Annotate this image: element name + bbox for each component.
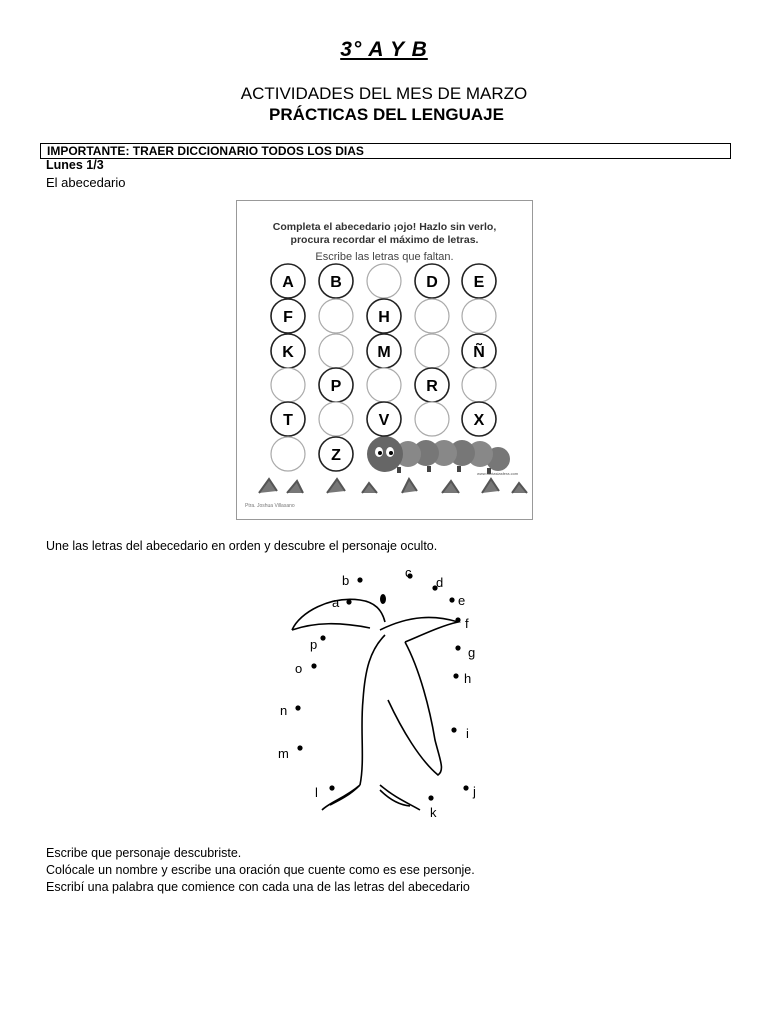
connect-the-dots-figure	[270, 560, 500, 820]
worksheet-title-line2: procura recordar el máximo de letras.	[290, 234, 479, 246]
month-activities-title: ACTIVIDADES DEL MES DE MARZO	[240, 84, 528, 103]
dot-point	[451, 727, 456, 732]
worksheet-credit: Ptra. Joshua Villasano	[245, 503, 295, 509]
dot-points	[278, 565, 476, 820]
letter-label: E	[473, 274, 485, 291]
dot-label: o	[295, 661, 303, 676]
letter-circle	[415, 299, 449, 333]
dot-point	[320, 635, 325, 640]
letter-circle	[415, 264, 449, 298]
dot-to-dot-instruction: Une las letras del abecedario en orden y descubre el personaje oculto.	[46, 539, 438, 553]
dot-label: d	[436, 575, 444, 590]
letter-circle	[271, 334, 305, 368]
letter-circle	[319, 264, 353, 298]
letter-circle	[319, 368, 353, 402]
letter-circle	[319, 334, 353, 368]
letter-circle	[415, 334, 449, 368]
letter-label: M	[377, 344, 391, 361]
instruction-1: Escribe que personaje descubriste.	[46, 846, 242, 860]
dot-label: c	[405, 565, 412, 580]
dot-point	[297, 745, 302, 750]
dot-label: m	[278, 746, 289, 761]
dot-label: j	[473, 784, 476, 799]
dot-label: h	[464, 671, 472, 686]
letter-circle	[462, 334, 496, 368]
dot-point	[449, 597, 454, 602]
letter-circle	[462, 402, 496, 436]
letter-circle	[367, 264, 401, 298]
caterpillar-illustration	[367, 436, 519, 476]
letter-label: K	[282, 344, 294, 361]
letter-label: T	[283, 412, 293, 429]
instruction-3: Escribí una palabra que comience con cada una de las letras del abecedario	[46, 880, 470, 894]
dot-point	[453, 673, 458, 678]
letter-circle	[367, 334, 401, 368]
watermark-text: www.fantasiasfera.com	[477, 471, 519, 476]
head-dot	[380, 594, 386, 604]
alphabet-worksheet	[236, 200, 533, 520]
letter-circle	[319, 437, 353, 471]
important-notice: IMPORTANTE: TRAER DICCIONARIO TODOS LOS DIAS	[40, 143, 731, 159]
dot-point	[329, 785, 334, 790]
letter-circle	[367, 368, 401, 402]
dot-label: n	[280, 703, 288, 718]
letter-circle	[367, 299, 401, 333]
subject-title: PRÁCTICAS DEL LENGUAJE	[269, 105, 504, 124]
letter-circle	[271, 437, 305, 471]
dot-label: l	[315, 785, 318, 800]
letter-label: B	[330, 274, 342, 291]
letter-circle	[462, 299, 496, 333]
dot-point	[346, 599, 351, 604]
letter-label: F	[283, 309, 293, 326]
letter-label: Ñ	[473, 344, 485, 361]
instruction-2: Colócale un nombre y escribe una oración que cuente como es ese personje.	[46, 863, 475, 877]
letter-circle	[462, 368, 496, 402]
dot-point	[295, 705, 300, 710]
letter-circle	[415, 402, 449, 436]
dot-label: i	[466, 726, 469, 741]
dot-point	[463, 785, 468, 790]
dot-point	[428, 795, 433, 800]
dot-label: p	[310, 637, 318, 652]
letter-label: X	[473, 412, 485, 429]
letter-circle	[271, 264, 305, 298]
dot-label: b	[342, 573, 350, 588]
letter-label: Z	[331, 447, 341, 464]
worksheet-drawing	[237, 201, 532, 519]
dot-point	[455, 645, 460, 650]
hidden-character-outline	[292, 599, 458, 810]
letter-circle	[415, 368, 449, 402]
worksheet-subtitle: Escribe las letras que faltan.	[315, 251, 454, 263]
letter-circle	[319, 299, 353, 333]
day-heading: Lunes 1/3	[46, 158, 104, 172]
grass-decoration	[259, 479, 527, 493]
topic-label: El abecedario	[46, 175, 126, 190]
letter-label: P	[330, 378, 342, 395]
dot-label: e	[458, 593, 466, 608]
letter-label: R	[426, 378, 438, 395]
letter-circle	[271, 299, 305, 333]
letter-label: H	[378, 309, 390, 326]
dot-point	[455, 617, 460, 622]
grade-title: 3° A Y B	[340, 38, 428, 61]
letter-label: V	[378, 412, 390, 429]
dot-label: f	[465, 616, 469, 631]
dot-label: g	[468, 645, 476, 660]
dot-point	[311, 663, 316, 668]
letter-circle	[271, 402, 305, 436]
letter-label: A	[282, 274, 294, 291]
dot-label: a	[332, 595, 340, 610]
letter-label: D	[426, 274, 438, 291]
letter-circle	[319, 402, 353, 436]
dot-label: k	[430, 805, 437, 820]
letter-circle	[367, 402, 401, 436]
letter-circle	[271, 368, 305, 402]
dot-point	[357, 577, 362, 582]
letter-circle	[462, 264, 496, 298]
worksheet-title-line1: Completa el abecedario ¡ojo! Hazlo sin verlo,	[272, 221, 497, 233]
